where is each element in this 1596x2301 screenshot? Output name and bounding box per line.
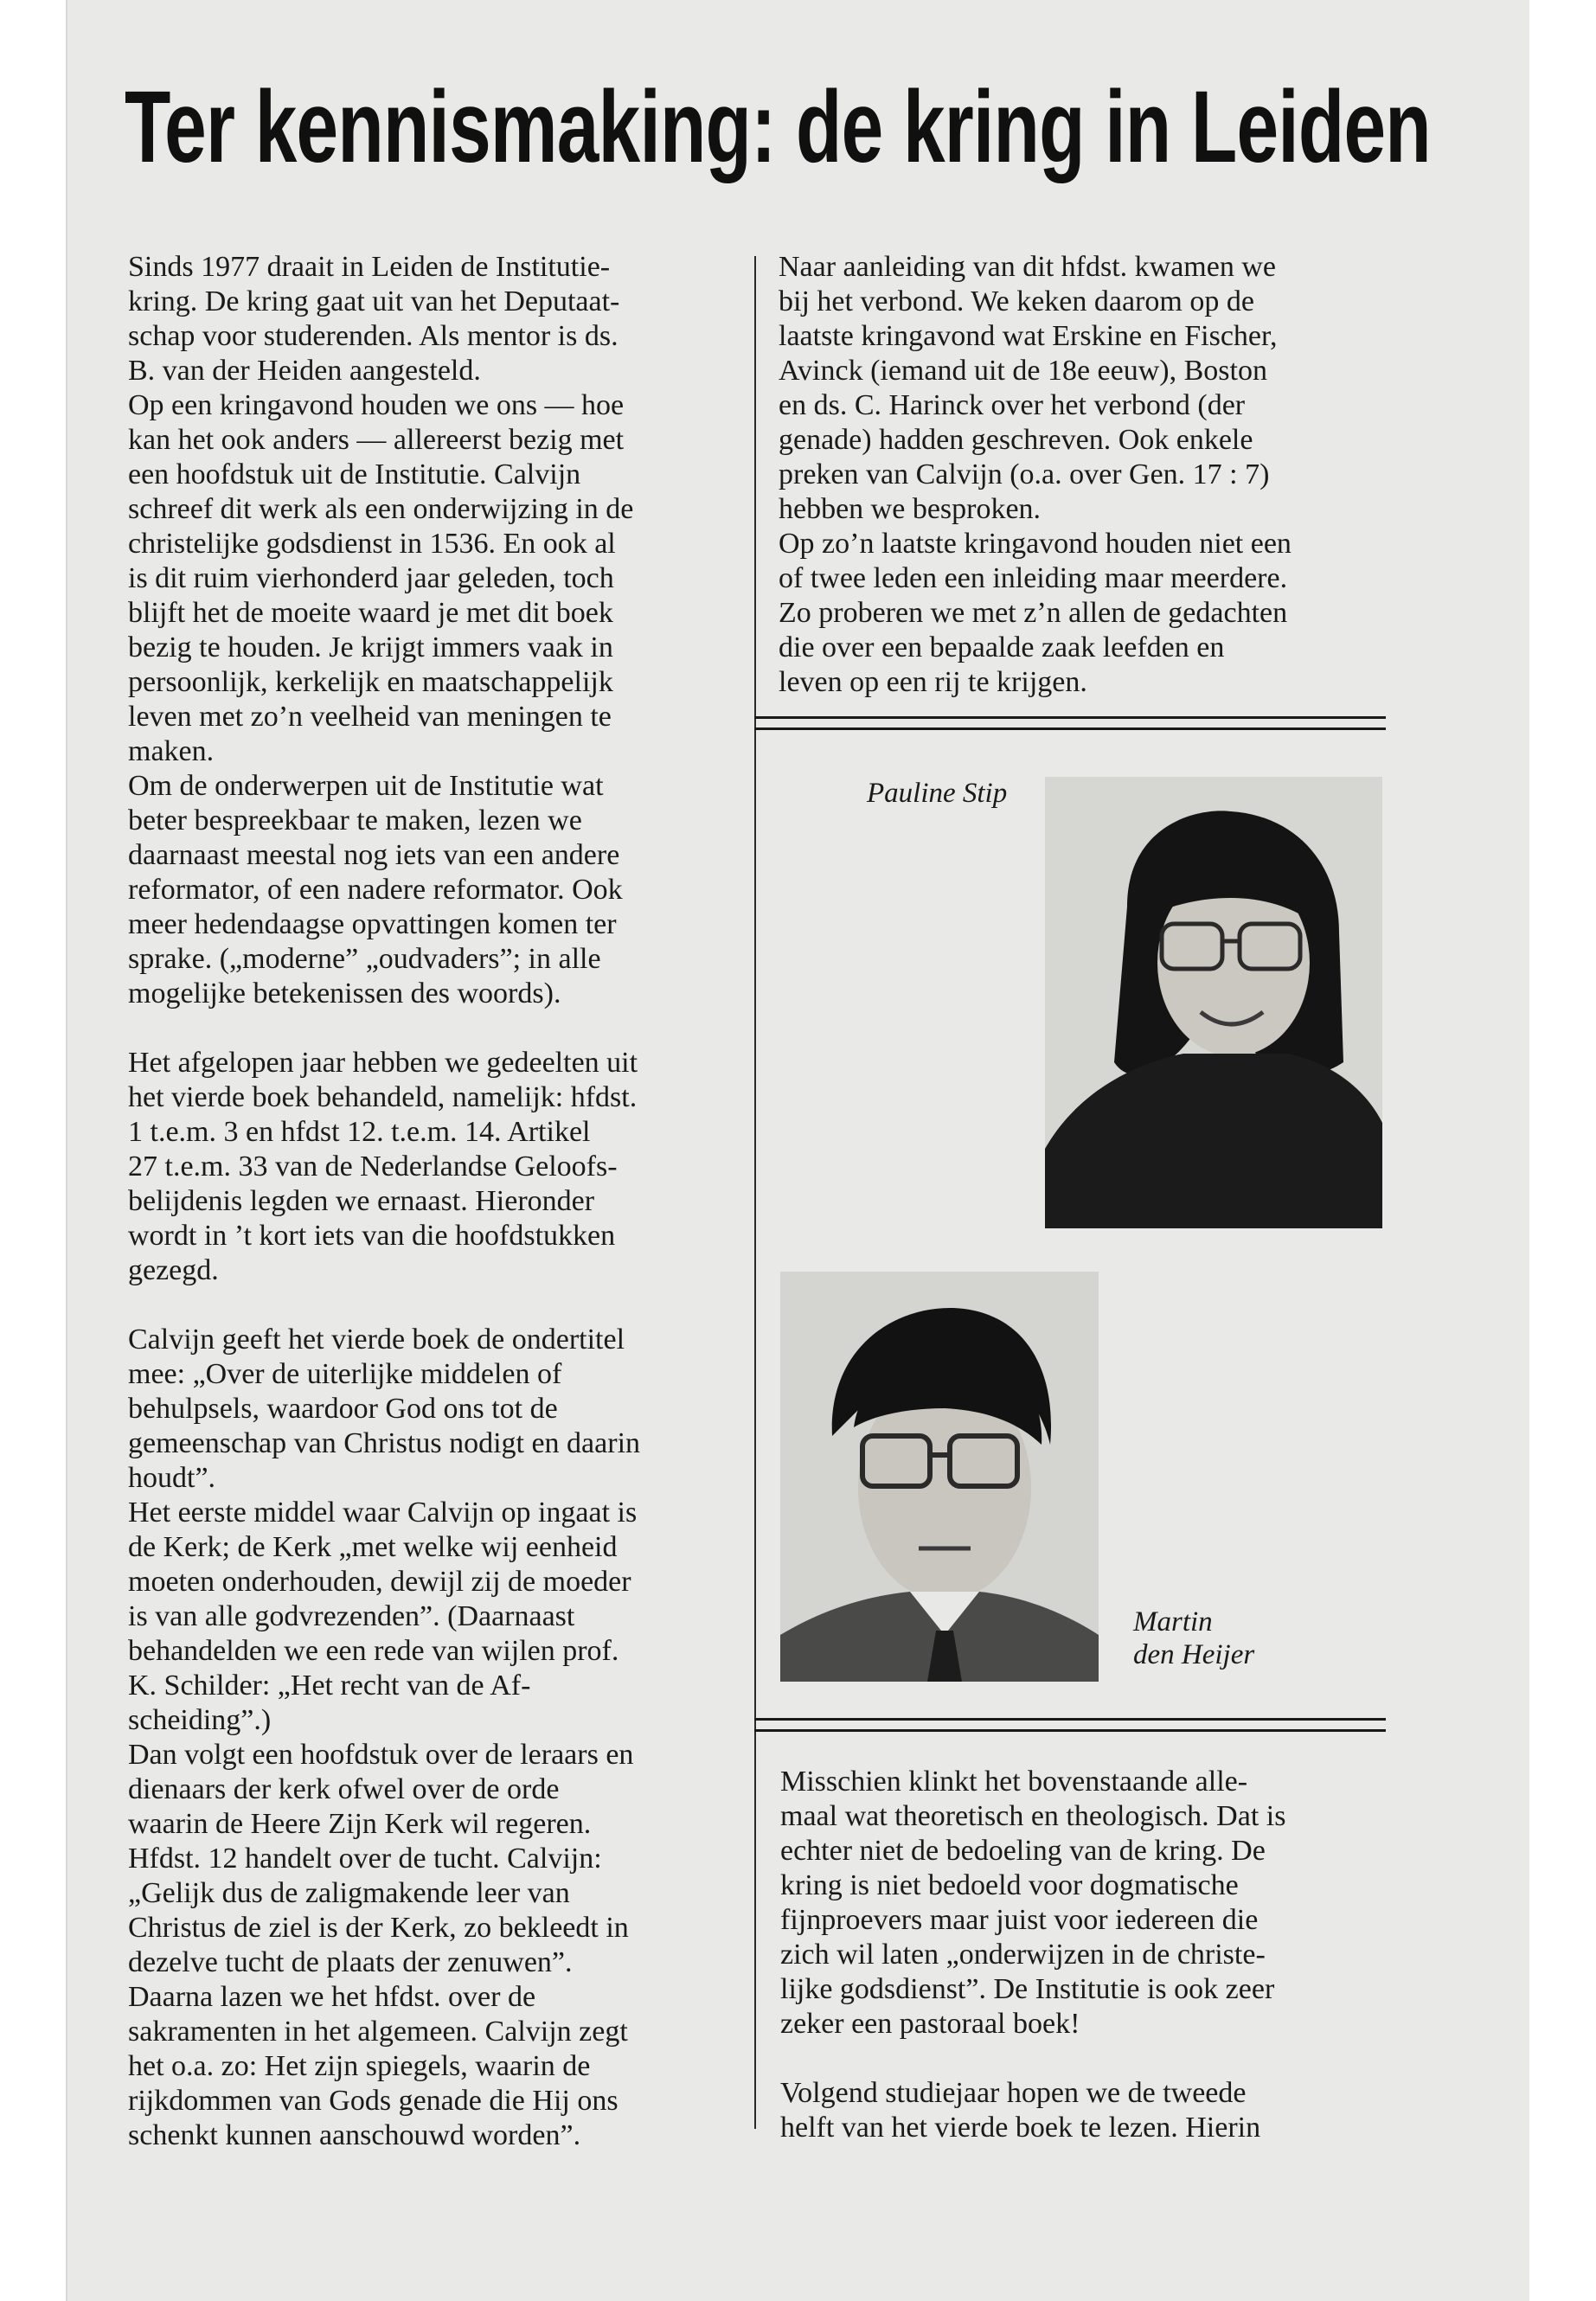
portrait-pauline-graphic <box>1045 777 1382 1228</box>
paragraph: Misschien klinkt het bovenstaande alle- maal wat theoretisch en theologisch. Dat is echter niet de bedoeling van de kring. De kring is niet bedoeld voor dogmatische fijnproevers maar juist voor iedereen die zich wil laten „onderwijzen in de christe- lijke godsdienst”. De Institutie is ook zeer zeker een pastoraal boek! <box>780 1766 1286 2040</box>
paragraph: Sinds 1977 draait in Leiden de Institutie- kring. De kring gaat uit van het Deputaat- schap voor studerenden. Als mentor is ds. B. van der Heiden aangesteld. <box>128 251 620 387</box>
portrait-photo-pauline <box>1045 777 1382 1228</box>
portrait-martin-graphic <box>780 1272 1099 1682</box>
right-column-bottom <box>780 1765 1403 2145</box>
double-rule <box>754 716 1386 730</box>
caption-pauline: Pauline Stip <box>867 778 1008 809</box>
paragraph: Op een kringavond houden we ons — hoe kan het ook anders — allereerst bezig met een hoofdstuk uit de Institutie. Calvijn schreef dit werk als een onderwijzing in de christelijke godsdienst in 1536. En ook al is dit ruim vierhonderd jaar geleden, toch blijft het de moeite waard je met dit boek bezig te houden. Je krijgt immers vaak in persoonlijk, kerkelijk en maatschappelijk leven met zo’n veelheid van meningen te maken. <box>128 389 634 767</box>
paragraph: Naar aanleiding van dit hfdst. kwamen we bij het verbond. We keken daarom op de laatste kringavond wat Erskine en Fischer, Avinck (iemand uit de 18e eeuw), Boston en ds. C. Harinck over het verbond (der genade) hadden geschreven. Ook enkele preken van Calvijn (o.a. over Gen. 17 : 7) hebben we besproken. <box>779 251 1278 525</box>
page-edge <box>66 0 67 2301</box>
left-column <box>128 250 744 2153</box>
paragraph: Het afgelopen jaar hebben we gedeelten uit het vierde boek behandeld, namelijk: hfdst. 1 t.e.m. 3 en hfdst 12. t.e.m. 14. Artikel 27 t.e.m. 33 van de Nederlandse Geloofs- belijdenis legden we ernaast. Hieronder wordt in ’t kort iets van die hoofdstukken gezegd. <box>128 1047 638 1286</box>
right-column-top <box>779 250 1401 700</box>
paragraph: Het eerste middel waar Calvijn op ingaat is de Kerk; de Kerk „met welke wij eenheid moeten onderhouden, dewijl zij de moeder is van alle godvrezenden”. (Daarnaast behandelden we een rede van wijlen prof. K. Schilder: „Het recht van de Af- scheiding”.) <box>128 1497 638 1736</box>
paragraph: Om de onderwerpen uit de Institutie wat beter bespreekbaar te maken, lezen we daarnaast meestal nog iets van een andere reformator, of een nadere reformator. Ook meer hedendaagse opvattingen komen ter sprake. („moderne” „oudvaders”; in alle mogelijke betekenissen des woords). <box>128 770 623 1009</box>
paragraph: Volgend studiejaar hopen we de tweede helft van het vierde boek te lezen. Hierin <box>780 2077 1261 2144</box>
column-divider <box>754 256 756 2129</box>
portrait-photo-martin <box>780 1272 1099 1682</box>
headline: Ter kennismaking: de kring in Leiden <box>125 70 1431 184</box>
paragraph: Op zo’n laatste kringavond houden niet een of twee leden een inleiding maar meerdere. Zo proberen we met z’n allen de gedachten die over een bepaalde zaak leefden en leven op een rij te krijgen. <box>779 528 1292 698</box>
double-rule <box>754 1718 1386 1732</box>
paragraph: Dan volgt een hoofdstuk over de leraars en dienaars der kerk ofwel over de orde waarin de Heere Zijn Kerk wil regeren. Hfdst. 12 handelt over de tucht. Calvijn: „Gelijk dus de zaligmakende leer van Christus de ziel is der Kerk, zo bekleedt in dezelve tucht de plaats der zenuwen”. Daarna lazen we het hfdst. over de sakramenten in het algemeen. Calvijn zegt het o.a. zo: Het zijn spiegels, waarin de rijkdommen van Gods genade die Hij ons schenkt kunnen aanschouwd worden”. <box>128 1739 634 2151</box>
caption-martin: Martin den Heijer <box>1133 1606 1255 1670</box>
paragraph: Calvijn geeft het vierde boek de ondertitel mee: „Over de uiterlijke middelen of behulpsels, waardoor God ons tot de gemeenschap van Christus nodigt en daarin houdt”. <box>128 1324 641 1494</box>
